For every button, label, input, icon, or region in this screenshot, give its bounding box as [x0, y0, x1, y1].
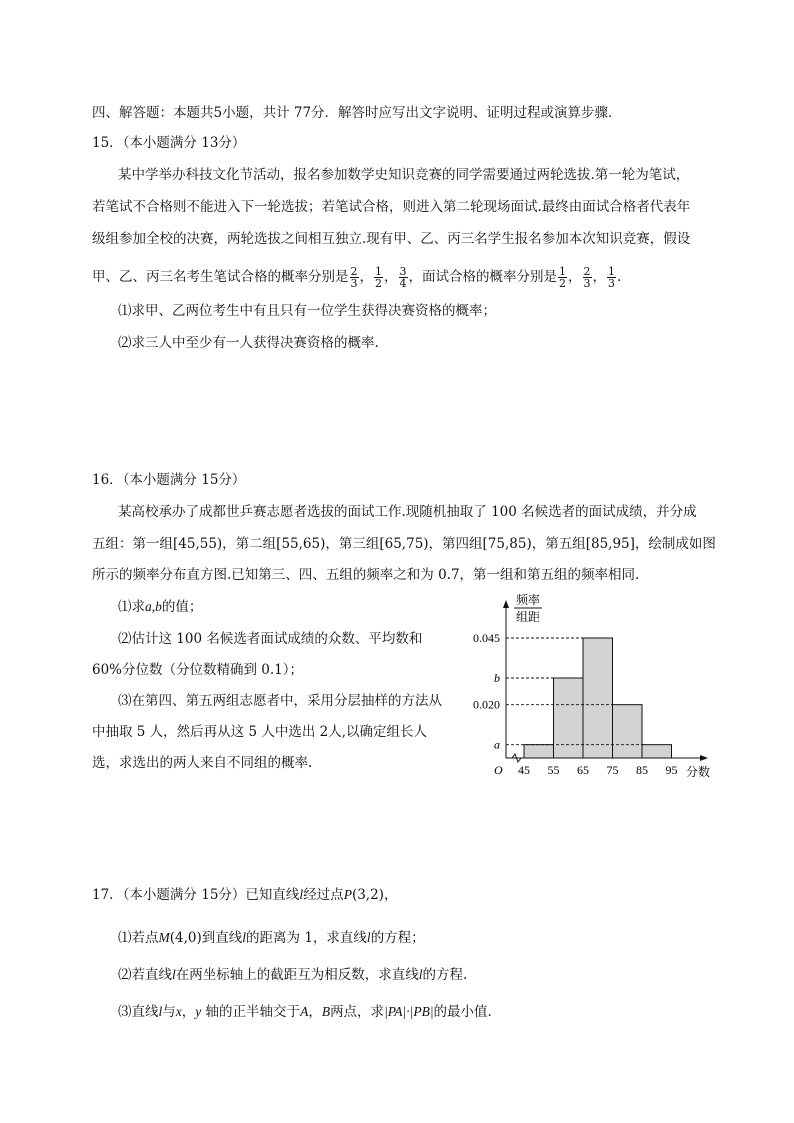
q15-line1: 某中学举办科技文化节活动，报名参加数学史知识竞赛的同学需要通过两轮选拔.第一轮为笔试， — [118, 167, 690, 183]
x-axis-label: 分数 — [685, 765, 711, 779]
q16-sub1: ⑴求a,b的值； — [118, 599, 203, 615]
q15-heading — [92, 134, 245, 152]
x-tick-label: 65 — [577, 763, 589, 777]
fraction-written-3: $\frac{3}{4}$ — [399, 265, 407, 290]
q17-sub2: ⑵若直线l在两坐标轴上的截距互为相反数，求直线l的方程. — [118, 967, 468, 983]
fraction-interview-2: $\frac{2}{3}$ — [583, 265, 591, 290]
q16-sub3-line3: 选，求选出的两人来自不同组的概率. — [92, 755, 313, 771]
q16-sub2-line2: 60%分位数（分位数精确到 0.1）； — [92, 662, 304, 678]
x-tick-label: 55 — [547, 763, 560, 777]
q17-heading: 17．（本小题满分 15分）已知直线l经过点P(3,2)， — [92, 887, 398, 903]
y-tick-label: 0.045 — [473, 631, 500, 645]
q16-sub3-line2: 中抽取 5 人，然后再从这 5 人中选出 2人,以确定组长人 — [92, 724, 428, 740]
histogram-bar-5 — [642, 745, 672, 758]
x-tick-label: 75 — [606, 763, 619, 777]
q16-var-ab: a,b — [145, 599, 162, 614]
q16-score: （本小题满分 15分） — [122, 472, 246, 488]
histogram-bar-4 — [613, 705, 643, 758]
y-axis-label-numerator: 频率 — [515, 593, 541, 607]
fraction-written-1: $\frac{2}{3}$ — [350, 265, 358, 290]
fraction-written-2: $\frac{1}{2}$ — [375, 265, 382, 290]
q16-line1: 某高校承办了成都世乒赛志愿者选拔的面试工作.现随机抽取了 100 名候选者的面试成绩，并分成 — [118, 504, 697, 520]
frequency-histogram — [450, 588, 720, 788]
q15-line4-text-b: ，面试合格的概率分别是 — [408, 269, 557, 285]
q15-line2: 若笔试不合格则不能进入下一轮选拔；若笔试合格，则进入第二轮现场面试.最终由面试合格者代表年 — [92, 199, 691, 215]
histogram-bar-1 — [524, 745, 554, 758]
origin-label: O — [494, 763, 503, 777]
y-tick-label: a — [494, 737, 500, 752]
section-header: 四、解答题：本题共5小题，共计 77分．解答时应写出文字说明、证明过程或演算步骤． — [92, 105, 622, 121]
fraction-interview-3: $\frac{1}{3}$ — [608, 265, 615, 290]
q17-sub1: ⑴若点M(4,0)到直线l的距离为 1，求直线l的方程； — [118, 930, 425, 946]
q15-score: （本小题满分 13分） — [122, 135, 246, 151]
y-axis-arrow — [503, 600, 509, 608]
q16-sub2-line1: ⑵估计这 100 名候选者面试成绩的众数、平均数和 — [118, 631, 423, 647]
q15-sub1: ⑴求甲、乙两位考生中有且只有一位学生获得决赛资格的概率； — [118, 303, 496, 319]
q17-score: （本小题满分 15分） — [122, 887, 246, 903]
q17-sub3: ⑶直线l与x，y 轴的正半轴交于A，B两点，求|PA|·|PB|的最小值. — [118, 1004, 492, 1020]
y-axis-label-denominator: 组距 — [515, 610, 541, 624]
q16-line3: 所示的频率分布直方图.已知第三、四、五组的频率之和为 0.7，第一组和第五组的频率相同. — [92, 567, 640, 583]
histogram-bar-2 — [554, 678, 584, 758]
x-tick-label: 45 — [518, 763, 530, 777]
q15-number: 15． — [92, 135, 123, 151]
q16-heading — [92, 471, 245, 489]
y-tick-label: b — [494, 671, 500, 685]
y-tick-label: 0.020 — [473, 697, 500, 712]
histogram-bar-3 — [583, 638, 613, 758]
q16-number: 16． — [92, 472, 123, 488]
q16-sub3-line1: ⑶在第四、第五两组志愿者中，采用分层抽样的方法从 — [118, 693, 442, 709]
q15-sub2: ⑵求三人中至少有一人获得决赛资格的概率. — [118, 335, 379, 351]
fraction-interview-1: $\frac{1}{2}$ — [559, 265, 566, 290]
q17-number: 17． — [92, 887, 123, 903]
x-axis-arrow — [700, 755, 708, 761]
q15-line3: 级组参加全校的决赛，两轮选拔之间相互独立.现有甲、乙、丙三名学生报名参加本次知识竞赛，假设 — [92, 231, 691, 247]
q16-line2: 五组：第一组[45,55)，第二组[55,65)，第三组[65,75)，第四组[75,85)，第五组[85,95]，绘制成如图 — [92, 536, 716, 552]
q15-line4: 甲、乙、丙三名考生笔试合格的概率分别是 $\frac{2}{3}$ ， $\frac{1}{2}$ ， $\frac{3}{4}$ ，面试合格的概率分别是 $\frac{1}{2}$ ， $\frac{2}{3}$ ， $\frac{1}{3}$ . — [92, 265, 622, 290]
x-tick-label: 85 — [636, 763, 648, 777]
x-tick-label: 95 — [665, 763, 678, 777]
q15-line4-text-a: 甲、乙、丙三名考生笔试合格的概率分别是 — [92, 269, 349, 285]
